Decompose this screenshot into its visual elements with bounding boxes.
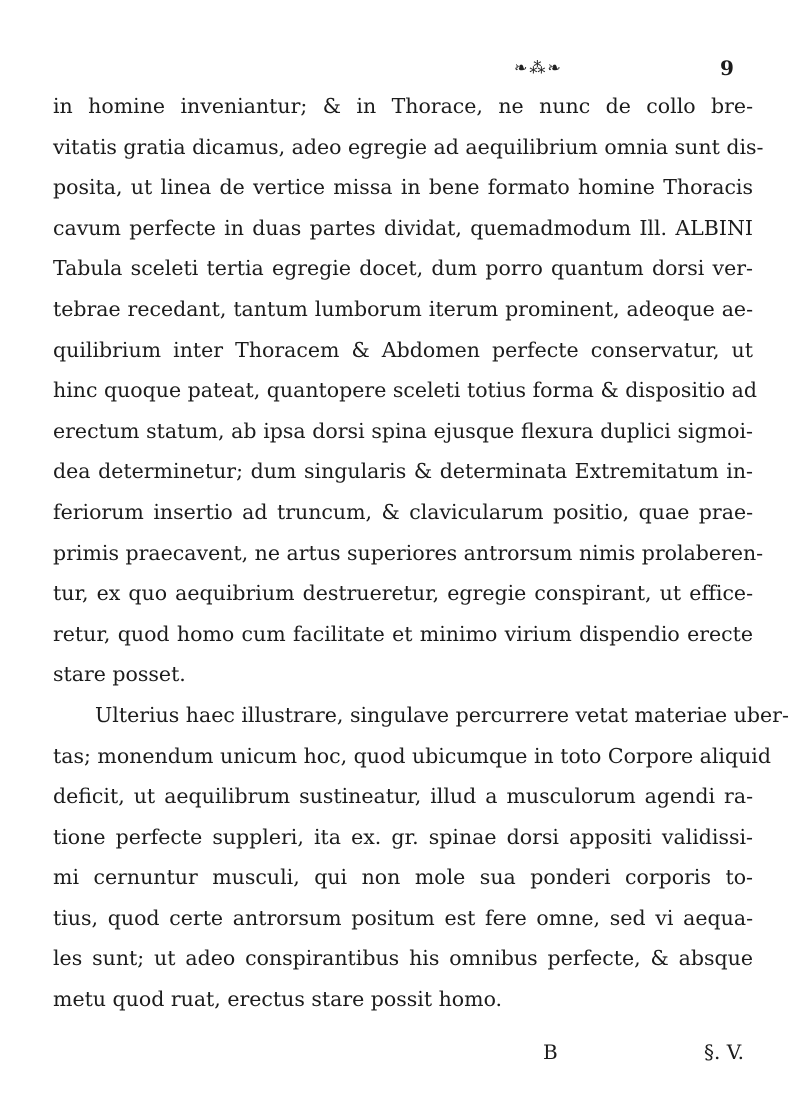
page-header [0,58,800,82]
text-line: posita, ut linea de vertice missa in bene formato homine Thoracis [53,175,753,200]
text-line: metu quod ruat, erectus stare possit homo. [53,987,503,1012]
text-line: retur, quod homo cum facilitate et minimo virium dispendio erecte [53,621,753,646]
text-line: primis praecavent, ne artus superiores antrorsum nimis prolaberen- [53,540,764,565]
text-line: tebrae recedant, tantum lumborum iterum prominent, adeoque ae- [53,296,753,321]
catchword: §. V. [704,1040,745,1064]
text-line: cavum perfecte in duas partes dividat, quemadmodum Ill. ALBINI [53,215,753,240]
page-number: 9 [720,56,734,80]
text-line: mi cernuntur musculi, qui non mole sua ponderi corporis to- [53,865,753,890]
text-line: dea determinetur; dum singularis & determinata Extremitatum in- [53,459,753,484]
text-line: Ulterius haec illustrare, singulave percurrere vetat materiae uber- [95,702,789,727]
header-ornament: ❧⁂❧ [514,58,563,77]
text-line: hinc quoque pateat, quantopere sceleti totius forma & dispositio ad [53,378,757,403]
body-text [53,86,789,1020]
page-footer [0,1040,800,1066]
text-line: quilibrium inter Thoracem & Abdomen perfecte conservatur, ut [53,337,753,362]
text-line: in homine inveniantur; & in Thorace, ne nunc de collo bre- [53,94,753,118]
text-line: Tabula sceleti tertia egregie docet, dum porro quantum dorsi ver- [53,256,753,281]
signature-mark: B [543,1040,558,1064]
text-line: tas; monendum unicum hoc, quod ubicumque in toto Corpore aliquid [53,743,771,768]
text-line: feriorum insertio ad truncum, & clavicularum positio, quae prae- [53,499,753,524]
text-line: tur, ex quo aequibrium destrueretur, egregie conspirant, ut effice- [53,581,753,606]
text-line: erectum statum, ab ipsa dorsi spina ejusque flexura duplici sigmoi- [53,418,753,443]
text-line: stare posset. [53,662,186,687]
text-line: les sunt; ut adeo conspirantibus his omnibus perfecte, & absque [53,946,753,971]
text-line: tione perfecte suppleri, ita ex. gr. spinae dorsi appositi validissi- [53,824,753,849]
text-line: vitatis gratia dicamus, adeo egregie ad aequilibrium omnia sunt dis- [53,134,764,159]
text-line: tius, quod certe antrorsum positum est fere omne, sed vi aequa- [53,905,753,930]
text-line: deficit, ut aequilibrum sustineatur, illud a musculorum agendi ra- [53,784,753,809]
